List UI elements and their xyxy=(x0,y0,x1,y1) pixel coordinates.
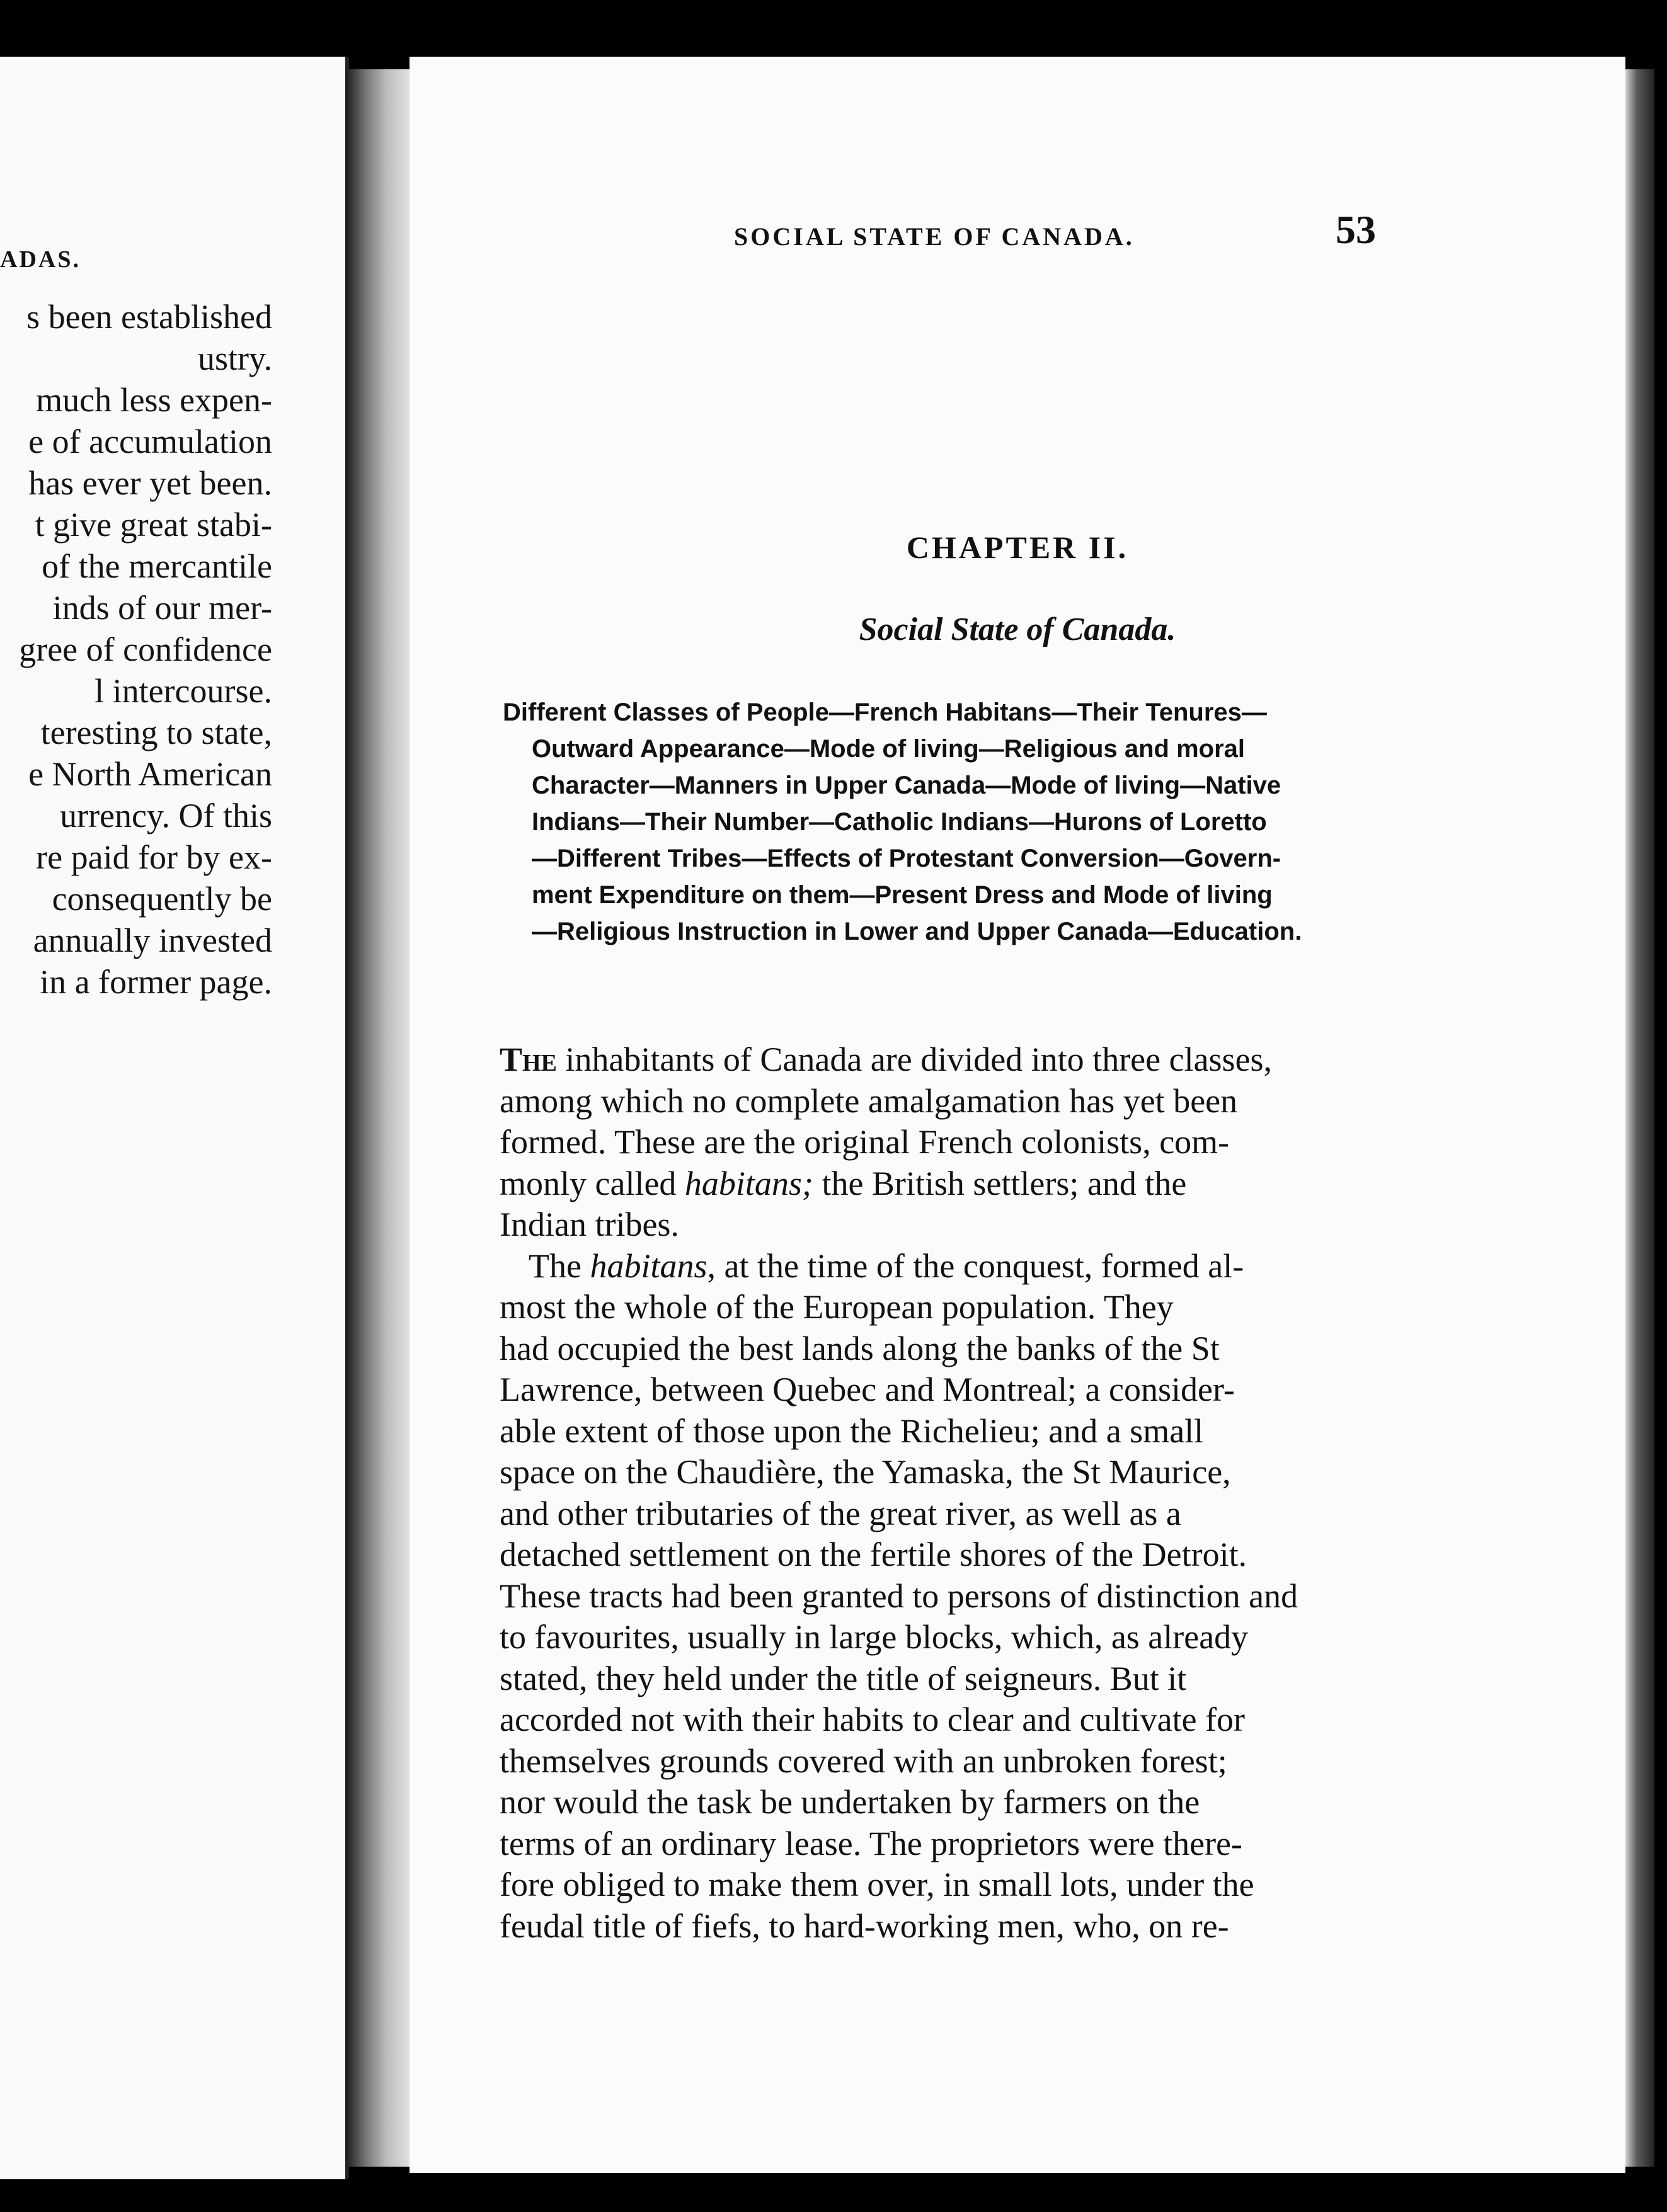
paragraph-2-line: and other tributaries of the great river, as well as a xyxy=(500,1494,1181,1532)
paragraph-2-line: Lawrence, between Quebec and Montreal; a consider- xyxy=(500,1371,1235,1408)
previous-page-line: urrency. Of this xyxy=(60,797,272,835)
italic-term: habitans xyxy=(590,1246,707,1285)
synopsis-line: —Different Tribes—Effects of Protestant Conversion—Govern- xyxy=(532,845,1281,872)
paragraph-2-line: detached settlement on the fertile shores of the Detroit. xyxy=(500,1536,1247,1573)
paragraph-1-line xyxy=(500,1039,1382,1081)
previous-page-line: consequently be xyxy=(52,880,272,918)
paragraph-2-line: able extent of those upon the Richelieu; and a small xyxy=(500,1411,1204,1450)
synopsis-line: Indians—Their Number—Catholic Indians—Hurons of Loretto xyxy=(532,808,1267,836)
previous-page-line: much less expen- xyxy=(36,381,272,419)
synopsis-line: ment Expenditure on them—Present Dress and Mode of living xyxy=(532,881,1273,909)
text-run: inhabitants of Canada are divided into three classes, xyxy=(556,1040,1273,1078)
previous-page-running-head: ADAS. xyxy=(0,246,81,273)
previous-page-line: annually invested xyxy=(33,921,272,959)
previous-page-line: t give great stabi- xyxy=(35,506,272,544)
previous-page-line: e of accumulation xyxy=(28,423,272,460)
previous-page-line: teresting to state, xyxy=(40,714,272,751)
previous-page-line: gree of confidence xyxy=(19,630,272,668)
page-edge-shadow xyxy=(1625,69,1654,2167)
previous-page-line: s been established xyxy=(26,298,272,336)
previous-page-line: inds of our mer- xyxy=(52,589,272,627)
book-page xyxy=(410,57,1625,2173)
previous-page-fragment xyxy=(0,57,349,2179)
page-number: 53 xyxy=(1336,207,1376,252)
synopsis-line: Outward Appearance—Mode of living—Religious and moral xyxy=(532,735,1245,763)
drop-lead-word: The xyxy=(500,1040,557,1078)
chapter-subtitle: Social State of Canada. xyxy=(859,612,1176,647)
previous-page-line: of the mercantile xyxy=(42,547,272,585)
previous-page-line: e North American xyxy=(28,755,272,793)
paragraph-2-line: stated, they held under the title of seigneurs. But it xyxy=(500,1659,1187,1697)
previous-page-line: in a former page. xyxy=(40,963,272,1001)
paragraph-2-line: fore obliged to make them over, in small lots, under the xyxy=(500,1866,1254,1903)
text-run: monly called xyxy=(500,1164,685,1202)
synopsis-line: Different Classes of People—French Habitans—Their Tenures— xyxy=(503,698,1267,726)
paragraph-1-line: Indian tribes. xyxy=(500,1206,679,1243)
paragraph-2-line: most the whole of the European population. They xyxy=(500,1288,1174,1326)
paragraph-2-line: accorded not with their habits to clear and cultivate for xyxy=(500,1701,1246,1738)
book-gutter-shadow xyxy=(345,69,415,2167)
paragraph-2-line: nor would the task be undertaken by farmers on the xyxy=(500,1783,1200,1821)
previous-page-line: l intercourse. xyxy=(95,672,272,710)
previous-page-line: ustry. xyxy=(198,339,272,377)
text-run: the British settlers; and the xyxy=(813,1164,1187,1202)
paragraph-2-line: These tracts had been granted to persons of distinction and xyxy=(500,1576,1298,1615)
paragraph-1-line: among which no complete amalgamation has yet been xyxy=(500,1081,1238,1120)
paragraph-2-line: had occupied the best lands along the banks of the St xyxy=(500,1329,1220,1367)
italic-term: habitans; xyxy=(684,1164,813,1202)
paragraph-2-line: to favourites, usually in large blocks, which, as already xyxy=(500,1618,1249,1656)
chapter-synopsis xyxy=(503,694,1385,950)
previous-page-line: re paid for by ex- xyxy=(36,838,272,876)
text-run: The xyxy=(529,1246,590,1285)
running-head: SOCIAL STATE OF CANADA. xyxy=(734,222,1135,251)
paragraph-2-line: terms of an ordinary lease. The proprietors were there- xyxy=(500,1824,1243,1862)
body-text xyxy=(500,1039,1382,1947)
paragraph-2-line: themselves grounds covered with an unbroken forest; xyxy=(500,1742,1227,1780)
chapter-title: CHAPTER II. xyxy=(906,530,1129,565)
synopsis-line: —Religious Instruction in Lower and Upper Canada—Education. xyxy=(532,918,1302,945)
paragraph-2-line: space on the Chaudière, the Yamaska, the St Maurice, xyxy=(500,1453,1231,1491)
paragraph-1-line: formed. These are the original French colonists, com- xyxy=(500,1123,1230,1161)
paragraph-2-line: feudal title of fiefs, to hard-working men, who, on re- xyxy=(500,1907,1229,1945)
paragraph-1-line xyxy=(500,1163,1382,1205)
text-run: , at the time of the conquest, formed al- xyxy=(707,1246,1244,1285)
paragraph-2-line xyxy=(500,1246,1382,1287)
synopsis-line: Character—Manners in Upper Canada—Mode of living—Native xyxy=(532,772,1281,799)
previous-page-line: has ever yet been. xyxy=(28,464,272,502)
